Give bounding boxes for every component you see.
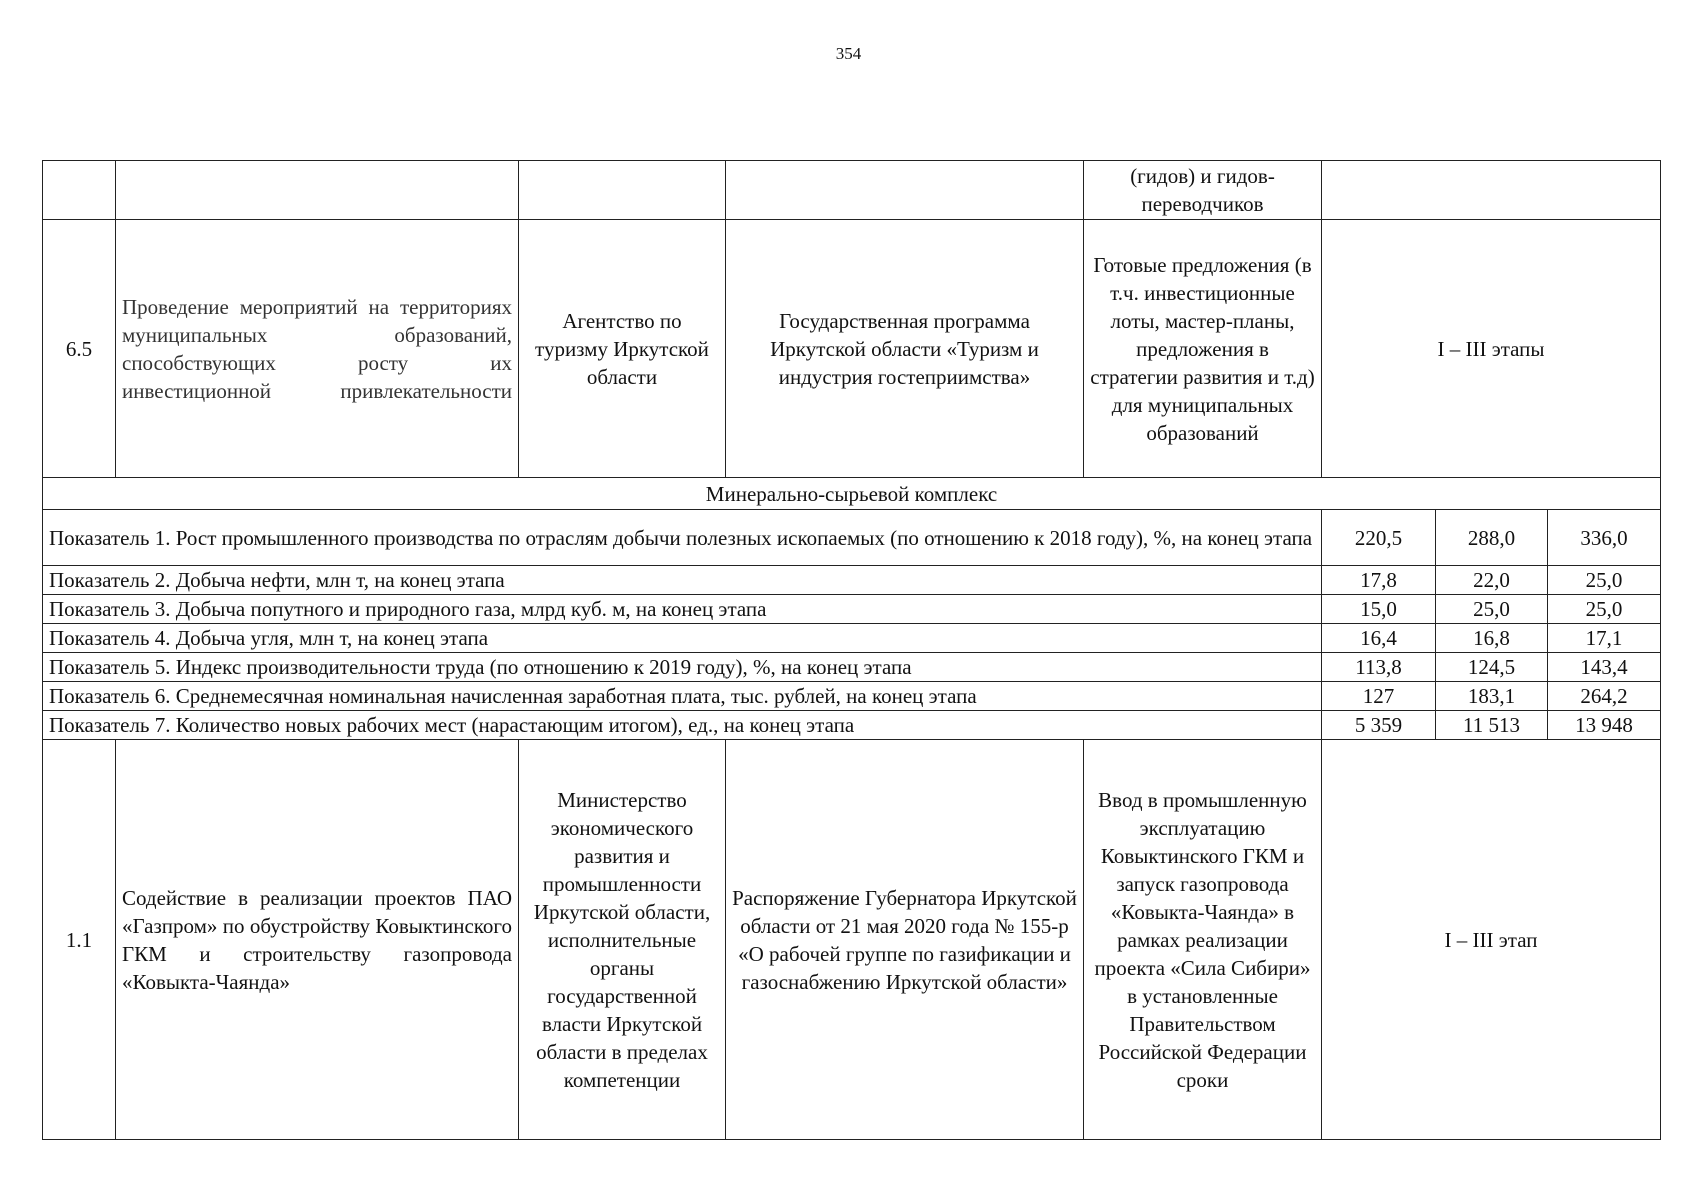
indicator-label: Показатель 3. Добыча попутного и природного газа, млрд куб. м, на конец этапа bbox=[43, 595, 1322, 624]
indicator-value-stage-2: 25,0 bbox=[1436, 595, 1548, 624]
indicator-row bbox=[43, 624, 1661, 653]
indicator-value-stage-3: 143,4 bbox=[1548, 653, 1661, 682]
measure-text: Проведение мероприятий на территориях муниципальных образований, способствующих росту их инвестиционной привлекательности bbox=[116, 220, 519, 478]
page-number: 354 bbox=[835, 44, 862, 63]
indicator-value-stage-1: 16,4 bbox=[1322, 624, 1436, 653]
document-text: Государственная программа Иркутской области «Туризм и индустрия гостеприимства» bbox=[726, 220, 1084, 478]
result-text: Готовые предложения (в т.ч. инвестиционные лоты, мастер-планы, предложения в стратегии развития и т.д) для муниципальных образований bbox=[1084, 220, 1322, 478]
indicator-label: Показатель 4. Добыча угля, млн т, на конец этапа bbox=[43, 624, 1322, 653]
indicator-value-stage-2: 183,1 bbox=[1436, 682, 1548, 711]
indicator-label: Показатель 7. Количество новых рабочих мест (нарастающим итогом), ед., на конец этапа bbox=[43, 711, 1322, 740]
indicator-value-stage-2: 11 513 bbox=[1436, 711, 1548, 740]
indicator-row bbox=[43, 711, 1661, 740]
indicator-value-stage-3: 25,0 bbox=[1548, 595, 1661, 624]
cell-executor bbox=[519, 161, 726, 220]
indicator-value-stage-1: 220,5 bbox=[1322, 510, 1436, 566]
indicator-value-stage-2: 288,0 bbox=[1436, 510, 1548, 566]
row-number: 1.1 bbox=[43, 740, 116, 1140]
measures-table bbox=[42, 160, 1661, 1140]
indicator-value-stage-1: 127 bbox=[1322, 682, 1436, 711]
indicator-value-stage-1: 17,8 bbox=[1322, 566, 1436, 595]
indicator-value-stage-2: 22,0 bbox=[1436, 566, 1548, 595]
table-row-1-1 bbox=[43, 740, 1661, 1140]
indicator-value-stage-2: 124,5 bbox=[1436, 653, 1548, 682]
stages-text: I – III этап bbox=[1322, 740, 1661, 1140]
measure-text: Содействие в реализации проектов ПАО «Газпром» по обустройству Ковыктинского ГКМ и строительству газопровода «Ковыкта-Чаянда» bbox=[116, 740, 519, 1140]
indicator-row bbox=[43, 682, 1661, 711]
section-title: Минерально-сырьевой комплекс bbox=[43, 478, 1661, 510]
executor-text: Агентство по туризму Иркутской области bbox=[519, 220, 726, 478]
cell-document bbox=[726, 161, 1084, 220]
indicator-value-stage-3: 13 948 bbox=[1548, 711, 1661, 740]
indicator-label: Показатель 1. Рост промышленного производства по отраслям добычи полезных ископаемых (по отношению к 2018 году), %, на конец этапа bbox=[43, 510, 1322, 566]
indicator-value-stage-1: 5 359 bbox=[1322, 711, 1436, 740]
executor-text: Министерство экономического развития и промышленности Иркутской области, исполнительные органы государственной власти Иркутской области в пределах компетенции bbox=[519, 740, 726, 1140]
indicator-value-stage-3: 336,0 bbox=[1548, 510, 1661, 566]
cell-num bbox=[43, 161, 116, 220]
section-header-row bbox=[43, 478, 1661, 510]
indicator-row bbox=[43, 566, 1661, 595]
indicator-label: Показатель 6. Среднемесячная номинальная начисленная заработная плата, тыс. рублей, на конец этапа bbox=[43, 682, 1322, 711]
cell-measure bbox=[116, 161, 519, 220]
indicator-value-stage-3: 264,2 bbox=[1548, 682, 1661, 711]
indicator-value-stage-2: 16,8 bbox=[1436, 624, 1548, 653]
table-row-6-5 bbox=[43, 220, 1661, 478]
indicator-row bbox=[43, 510, 1661, 566]
indicator-row bbox=[43, 653, 1661, 682]
indicator-label: Показатель 2. Добыча нефти, млн т, на конец этапа bbox=[43, 566, 1322, 595]
indicator-value-stage-1: 113,8 bbox=[1322, 653, 1436, 682]
stages-text: I – III этапы bbox=[1322, 220, 1661, 478]
indicator-value-stage-3: 17,1 bbox=[1548, 624, 1661, 653]
result-text: Ввод в промышленную эксплуатацию Ковыктинского ГКМ и запуск газопровода «Ковыкта-Чаянда» в рамках реализации проекта «Сила Сибири» в установленные Правительством Российской Федерации сроки bbox=[1084, 740, 1322, 1140]
indicator-label: Показатель 5. Индекс производительности труда (по отношению к 2019 году), %, на конец этапа bbox=[43, 653, 1322, 682]
table-row-continuation bbox=[43, 161, 1661, 220]
indicator-value-stage-3: 25,0 bbox=[1548, 566, 1661, 595]
row-number: 6.5 bbox=[43, 220, 116, 478]
document-text: Распоряжение Губернатора Иркутской области от 21 мая 2020 года № 155-р «О рабочей группе по газификации и газоснабжению Иркутской области» bbox=[726, 740, 1084, 1140]
cell-result: (гидов) и гидов-переводчиков bbox=[1084, 161, 1322, 220]
indicator-row bbox=[43, 595, 1661, 624]
cell-stages bbox=[1322, 161, 1661, 220]
indicator-value-stage-1: 15,0 bbox=[1322, 595, 1436, 624]
